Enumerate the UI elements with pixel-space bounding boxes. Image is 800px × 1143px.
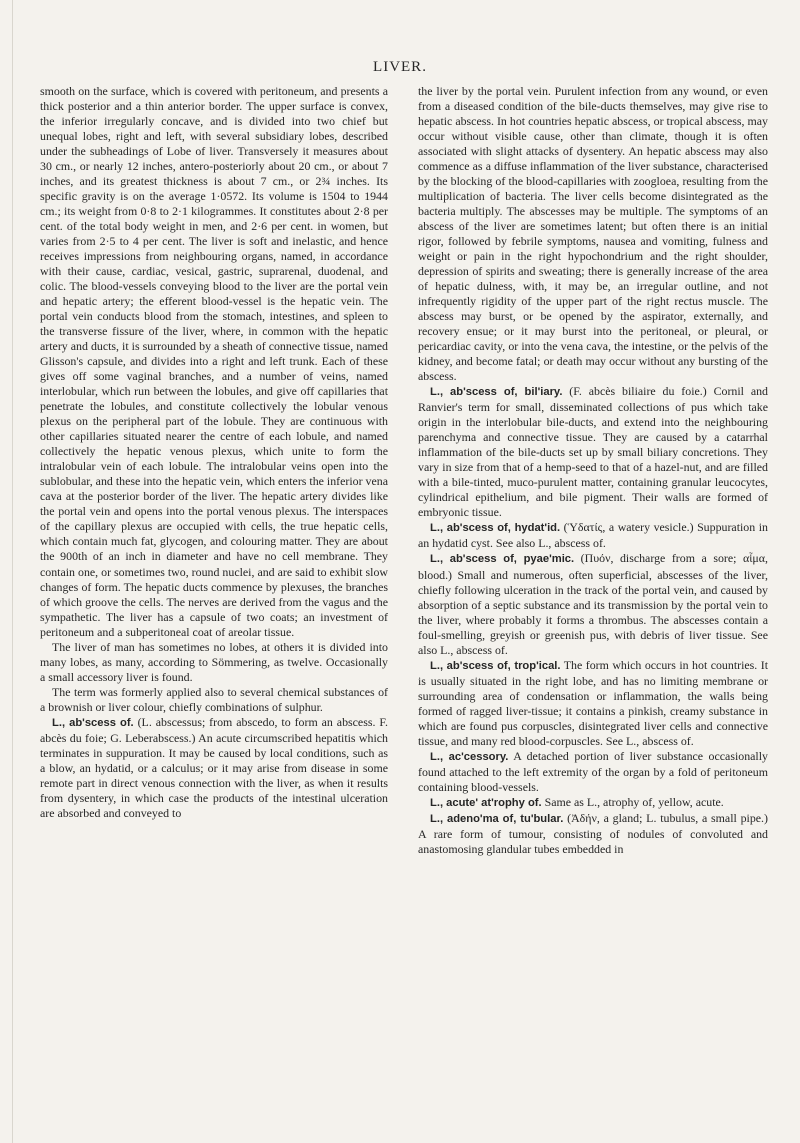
paragraph-text: (Ὑδατίς, a watery vesicle.) Suppuration in an hydatid cyst. See also L., abscess of.	[418, 520, 768, 551]
dictionary-entry	[418, 795, 768, 811]
dictionary-entry	[418, 749, 768, 795]
entry-headword: L., ab'scess of, pyae'mic.	[430, 553, 575, 566]
paragraph-text: (F. abcès biliaire du foie.) Cornil and Ranvier's term for small, disseminated collections of pus which take origin in the interlobular bile-ducts, and extend into the neighbouring parenchyma and connective tissue. They are caused by a catarrhal inflammation of the bile-ducts set up by small biliary concretions. They vary in size from that of a hemp-seed to that of a hazel-nut, and are filled with a bile-tinted, muco-purulent matter, containing granular leucocytes, cylindrical epithelium, and bile pigment. Their walls are formed of embryonic tissue.	[418, 384, 768, 520]
paragraph-text: the liver by the portal vein. Purulent infection from any wound, or even from a diseased condition of the bile-ducts themselves, may give rise to hepatic abscess. In hot countries hepatic abscess, or tropical abscess, may occur without visible cause, other than climate, though it is often associated with slight attacks of dysentery. An hepatic abscess may also commence as a diffuse inflammation of the liver substance, characterised by the blocking of the blood-capillaries with zoogloea, resulting from the multiplication of bacteria. The liver cells become disintegrated as the bacteria multiply. The abscesses may be multiple. The symptoms of an abscess of the liver are sometimes latent; but often there is an initial rigor, followed by febrile symptoms, nausea and vomiting, fulness and weight or pain in the right hypochondrium and the right shoulder, depression of spirits and sweating; there is generally increase of the area of hepatic dulness, with, it may be, an irregular outline, and not infrequently rigidity of the upper part of the right rectus muscle. The abscess may burst, or be opened by the aspirator, externally, and recovery ensue; or it may burst into the peritoneal, or pleural, or pericardiac cavity, or into the vena cava, the intestine, or the pelvis of the kidney, and become fatal; or death may occur without any bursting of the abscess.	[418, 84, 768, 384]
paragraph-text: The liver of man has sometimes no lobes, at others it is divided into many lobes, as many, according to Sömmering, as twelve. Occasionally a small accessory liver is found.	[40, 639, 388, 684]
paragraph-text: (L. abscessus; from abscedo, to form an abscess. F. abcès du foie; G. Leberabscess.) An acute circumscribed hepatitis which terminates in suppuration. It may be caused by local conditions, such as a blow, an hydatid, or a calculus; or it may arise from disease in some remote part in direct venous connection with the liver, as when it results from dysentery, in which case the products of the intestinal ulceration are absorbed and conveyed to	[40, 714, 388, 820]
body-paragraph	[40, 84, 388, 640]
entry-headword: L., ab'scess of, bil'iary.	[430, 386, 563, 399]
entry-headword: L., ab'scess of, trop'ical.	[430, 659, 561, 672]
paragraph-text: The form which occurs in hot countries. It is usually situated in the right lobe, and has no limiting membrane or surrounding area of condensation or inflammation, the walls being formed of ragged liver-tissue; it contains a pinkish, creamy substance in which are found pus corpuscles, disintegrated liver cells and connective tissue, and many red blood-corpuscles. See L., abscess of.	[418, 657, 768, 748]
right-column	[418, 84, 768, 857]
entry-headword: L., acute' at'rophy of.	[430, 796, 542, 809]
dictionary-entry	[418, 551, 768, 657]
body-paragraph	[40, 685, 388, 715]
paragraph-text: A detached portion of liver substance occasionally found attached to the left extremity of the organ by a fold of peritoneum containing blood-vessels.	[418, 748, 768, 794]
body-paragraph	[418, 84, 768, 384]
dictionary-entry	[418, 658, 768, 749]
entry-headword: L., adeno'ma of, tu'bular.	[430, 812, 564, 825]
dictionary-entry	[418, 811, 768, 857]
entry-headword: L., ab'scess of, hydat'id.	[430, 522, 561, 535]
body-paragraph	[40, 640, 388, 685]
paragraph-text: Same as L., atrophy of, yellow, acute.	[541, 794, 724, 809]
paragraph-text: (Ἀδήν, a gland; L. tubulus, a small pipe.) A rare form of tumour, consisting of nodules of convoluted and anastomosing glandular tubes embedded in	[418, 810, 768, 856]
page-header: LIVER.	[373, 59, 427, 75]
dictionary-entry	[418, 520, 768, 551]
entry-headword: L., ac'cessory.	[430, 750, 509, 763]
paragraph-text: The term was formerly applied also to several chemical substances of a brownish or liver colour, chiefly combinations of sulphur.	[40, 684, 388, 714]
left-column	[40, 84, 388, 821]
dictionary-entry	[40, 715, 388, 821]
dictionary-entry	[418, 384, 768, 520]
paragraph-text: (Πυόν, discharge from a sore; αἷμα, blood.) Small and numerous, often superficial, abscesses of the liver, chiefly following ulceration in the track of the portal vein, and caused by absorption of a septic substance and its transmission by the portal vein to the liver, where probably it forms a thrombus. The abscesses contain a foul-smelling, greyish or greenish pus, with debris of liver tissue. See also L., abscess of.	[418, 551, 768, 657]
paragraph-text: smooth on the surface, which is covered with peritoneum, and presents a thick posterior and a thin anterior border. The upper surface is convex, the inferior irregularly concave, and is divided into two chief but unequal lobes, right and left, with several subsidiary lobes, described under the subheadings of Lobe of liver. Transversely it measures about 30 cm., or nearly 12 inches, antero-posteriorly about 20 cm., or about 7 inches, and its greatest thickness is about 7 cm., or 2¾ inches. Its specific gravity is on the average 1·0572. Its volume is 1504 to 1944 cm.; its weight from 0·8 to 2·1 kilogrammes. It constitutes about 2·8 per cent. of the total body weight in men, and 2·6 per cent. in women, but varies from 2·5 to 4 per cent. The liver is soft and inelastic, and hence receives impressions from neighbouring organs, named, in accordance with their cause, cardiac, vesical, gastric, suprarenal, duodenal, and colic. The blood-vessels conveying blood to the liver are the portal vein and hepatic artery; the efferent blood-vessel is the hepatic vein. The portal vein conducts blood from the stomach, intestines, and spleen to the transverse fissure of the liver, where, in common with the hepatic artery and ducts, it is surrounded by a sheath of connective tissue, named Glisson's capsule, and divides into a right and left trunk. Each of these gives off some vaginal branches, and a number of veins, named interlobular, which run between the lobules, and give off capillaries that penetrate the lobules, and constitute collectively the lobular venous plexus on the peripheral part of the lobule. They are continuous with other capillaries situated nearer the centre of each lobule, and named collectively the hepatic venous plexus, which unite to form the intralobular vein of each lobule. The intralobular veins open into the sublobular, and these into the hepatic vein, which enters the inferior vena cava at the posterior border of the liver. The hepatic artery divides like the portal vein and opens into the portal venous plexus. The interspaces of the capillary plexus are occupied with cells, the true hepatic cells, which contain much fat, glycogen, and colouring matter. They are about the 900th of an inch in diameter and have no cell membrane. They contain one, or sometimes two, round nuclei, and are said to exhibit slow changes of form. The hepatic ducts commence by plexuses, the branches of which groove the cells. The nerves are derived from the vagus and the sympathetic. The liver has a capsule of two coats; an investment of peritoneum and a subperitoneal coat of areolar tissue.	[40, 84, 388, 639]
page-edge-line	[12, 0, 13, 1143]
entry-headword: L., ab'scess of.	[52, 716, 134, 729]
